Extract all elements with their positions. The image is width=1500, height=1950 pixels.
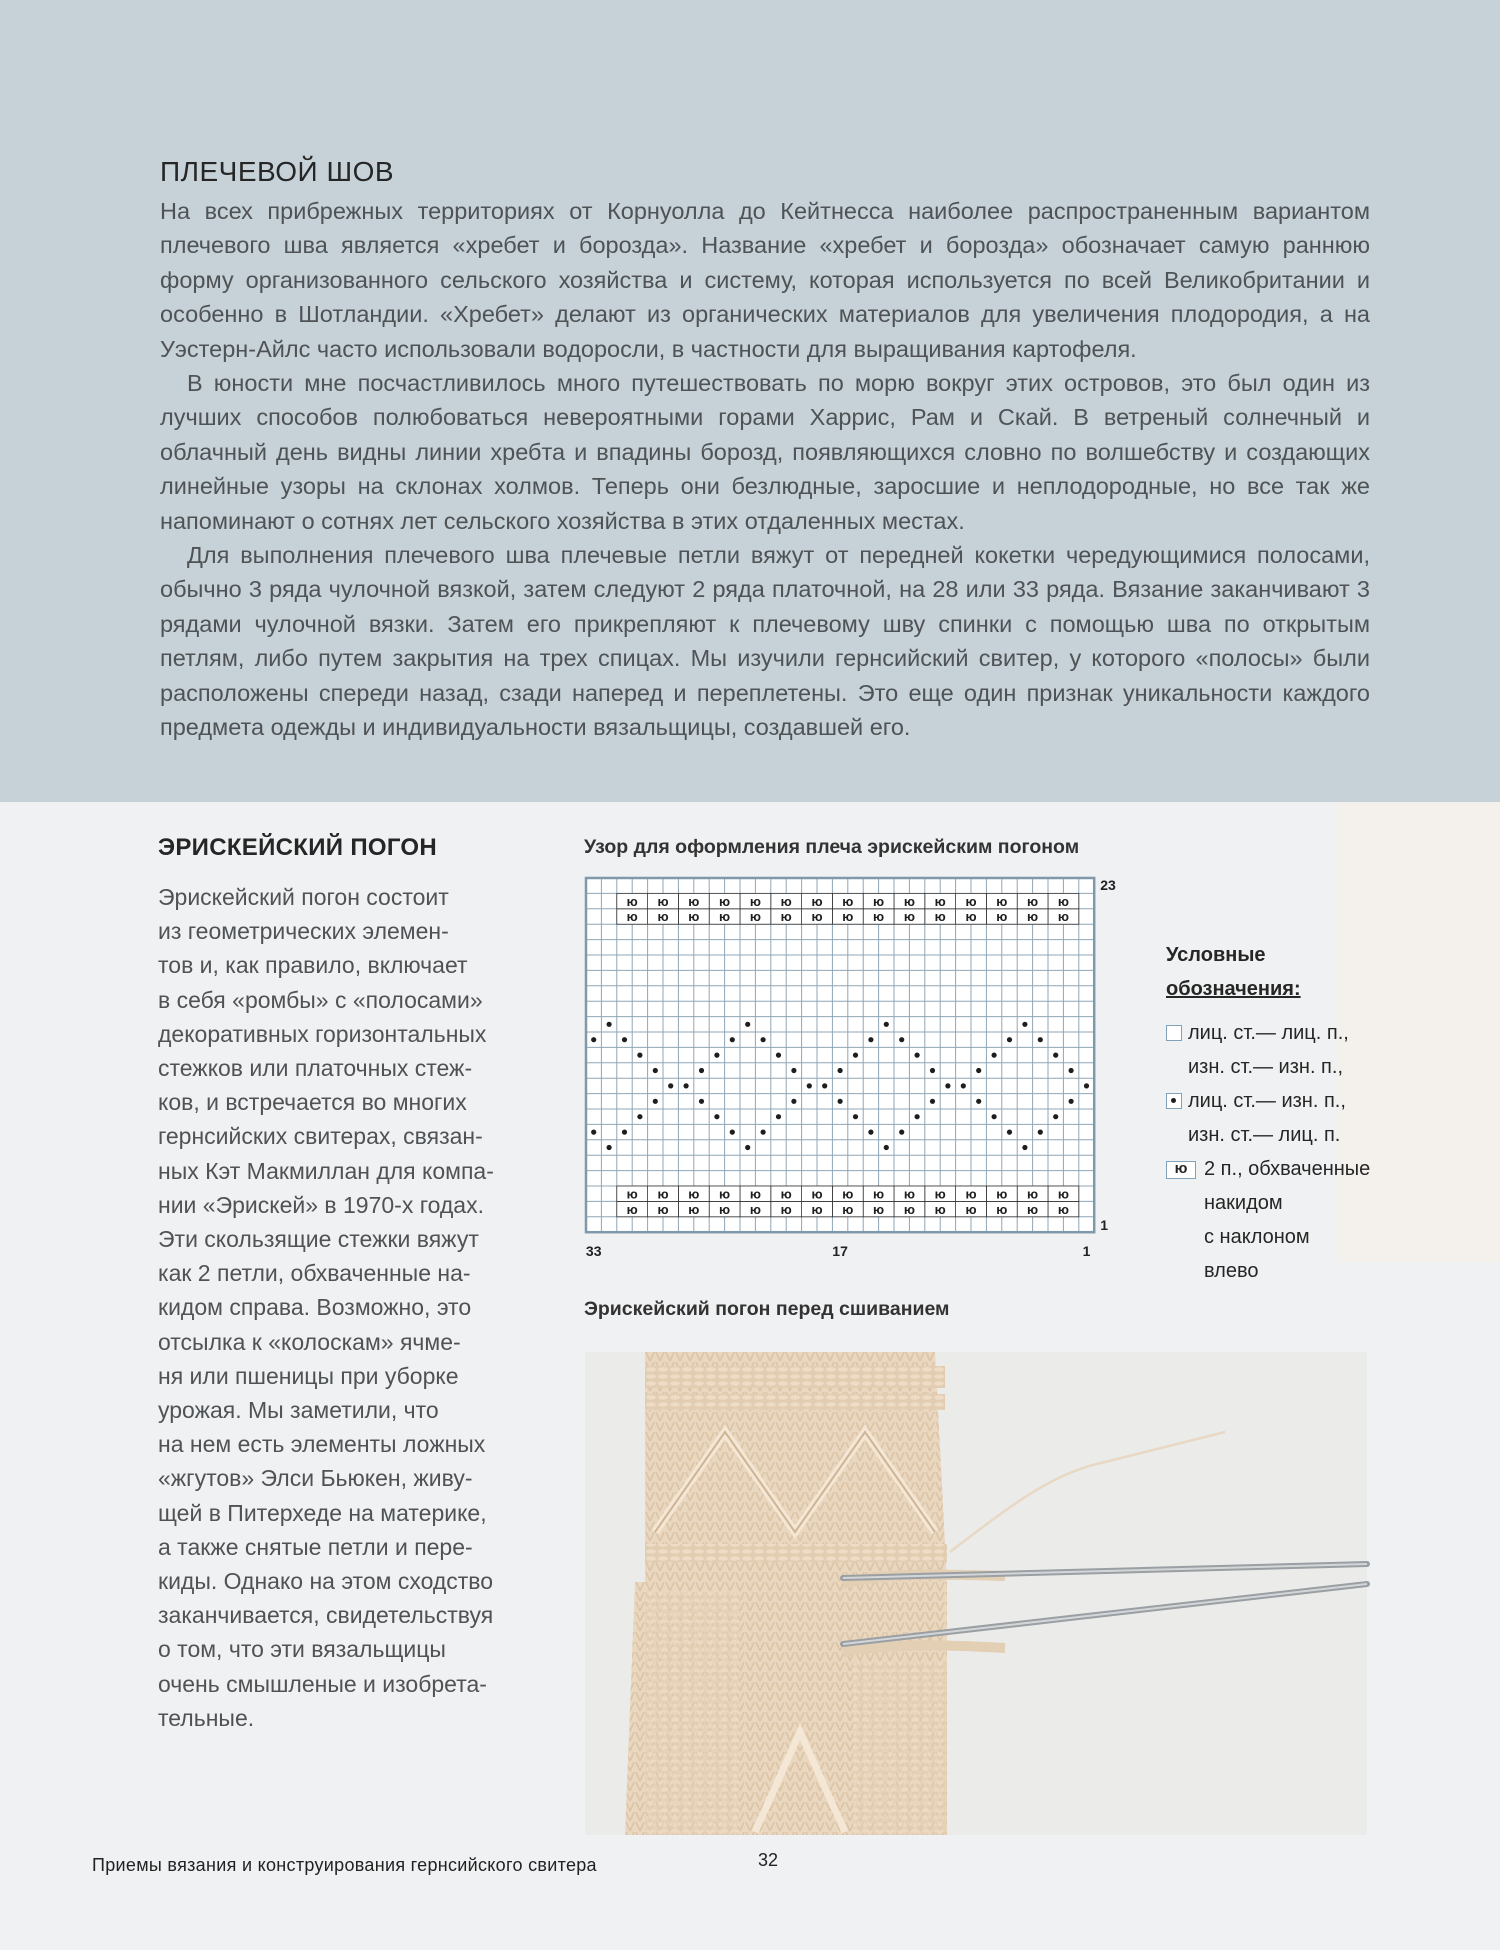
purl-dot [992,1114,997,1119]
row-label-top: 23 [1100,877,1116,893]
purl-dot [976,1068,981,1073]
purl-dot [637,1114,642,1119]
slip-stitch-symbol: ю [719,1186,731,1202]
purl-dot [1069,1068,1074,1073]
purl-dot [791,1068,796,1073]
purl-dot [653,1099,658,1104]
eriskay-strap-text [158,880,533,1735]
slip-stitch-icon: ю [1166,1161,1196,1179]
text-line: урожая. Мы заметили, что [158,1397,439,1424]
purl-dot [1007,1130,1012,1135]
slip-stitch-symbol: ю [1027,1186,1039,1202]
purl-dot [899,1037,904,1042]
purl-dot [1069,1099,1074,1104]
knitting-chart [582,874,1116,1270]
slip-stitch-symbol: ю [1027,1201,1039,1217]
purl-dot [730,1130,735,1135]
paragraph: В юности мне посчастливилось много путешествовать по морю вокруг этих островов, это был один из лучших способов полюбоваться невероятными горами Харрис, Рам и Скай. В ветреный солнечный и облачный день видны линии хребта и впадины борозд, появляющихся словно по волшебству и создающих линейные узоры на склонах холмов. Теперь они безлюдные, заросшие и неплодородные, но все так же напоминают о сотнях лет сельского хозяйства в этих отдаленных местах. [160,370,1370,534]
purl-dot [961,1083,966,1088]
slip-stitch-symbol: ю [688,893,700,909]
slip-stitch-symbol: ю [688,1186,700,1202]
purl-dot [607,1022,612,1027]
purl-dot [1053,1053,1058,1058]
section-title-eriskay-strap: ЭРИСКЕЙСКИЙ ПОГОН [158,834,438,861]
purl-dot [761,1130,766,1135]
text-line: тельные. [158,1704,255,1731]
purl-dot [838,1068,843,1073]
text-line: о том, что эти вязальщицы [158,1636,446,1663]
column-label: 1 [1082,1243,1091,1260]
purl-dot [992,1053,997,1058]
purl-dot [745,1145,750,1150]
purl-dot [1084,1083,1089,1088]
slip-stitch-symbol: ю [688,909,700,925]
purl-dot [868,1130,873,1135]
slip-stitch-symbol: ю [873,1201,885,1217]
text-line: ных Кэт Макмиллан для компа- [158,1157,494,1184]
chart-caption: Узор для оформления плеча эрискейским погоном [584,836,1080,858]
page-number: 32 [758,1850,779,1870]
section-title-shoulder-seam: ПЛЕЧЕВОЙ ШОВ [160,156,395,187]
slip-stitch-symbol: ю [873,909,885,925]
purl-dot [730,1037,735,1042]
text-line: в себя «ромбы» с «полосами» [158,986,483,1013]
purl-dot [668,1083,673,1088]
purl-dot [853,1053,858,1058]
slip-stitch-symbol: ю [780,1201,792,1217]
purl-dot [791,1099,796,1104]
text-line: отсылка к «колоскам» ячме- [158,1328,461,1355]
column-label: 17 [832,1243,848,1260]
slip-stitch-symbol: ю [749,1186,761,1202]
slip-stitch-symbol: ю [780,1186,792,1202]
chart-background [586,878,1094,1232]
purl-dot [1022,1022,1027,1027]
legend-item-plain: лиц. ст.— лиц. п., изн. ст.— изн. п., [1166,1016,1426,1084]
knitted-swatch-photo [585,1352,1367,1835]
slip-stitch-symbol: ю [657,1201,669,1217]
text-line: Эрискейский погон состоит [158,884,449,910]
slip-stitch-symbol: ю [811,1201,823,1217]
slip-stitch-symbol: ю [965,893,977,909]
purl-dot [699,1099,704,1104]
purl-dot [684,1083,689,1088]
purl-dot [899,1130,904,1135]
slip-stitch-symbol: ю [903,909,915,925]
slip-stitch-symbol: ю [626,1201,638,1217]
purl-dot [622,1037,627,1042]
purl-dot [930,1099,935,1104]
slip-stitch-symbol: ю [657,909,669,925]
slip-stitch-symbol: ю [903,1186,915,1202]
slip-stitch-symbol: ю [934,909,946,925]
slip-stitch-symbol: ю [934,893,946,909]
text-line: из геометрических элемен- [158,918,449,945]
purl-dot [776,1053,781,1058]
slip-stitch-symbol: ю [965,909,977,925]
slip-stitch-symbol: ю [934,1201,946,1217]
slip-stitch-symbol: ю [1057,909,1069,925]
paragraph: На всех прибрежных территориях от Корнуолла до Кейтнесса наиболее распространенным вариантом плечевого шва является «хребет и борозда». Название «хребет и борозда» обозначает самую раннюю форму организованного сельского хозяйства и систему, которая используется по всей Великобритании и особенно в Шотландии. «Хребет» делают из органических материалов для увеличения плодородия, а на Уэстерн-Айлс часто использовали водоросли, в частности для выращивания картофеля. [160,198,1370,362]
slip-stitch-symbol: ю [842,1201,854,1217]
slip-stitch-symbol: ю [657,893,669,909]
slip-stitch-symbol: ю [1027,893,1039,909]
text-line: тов и, как правило, включает [158,952,468,979]
slip-stitch-symbol: ю [749,893,761,909]
slip-stitch-symbol: ю [719,893,731,909]
purl-dot [1022,1145,1027,1150]
slip-stitch-symbol: ю [719,909,731,925]
slip-stitch-symbol: ю [996,893,1008,909]
empty-square-icon [1166,1025,1182,1041]
legend-item-dot: лиц. ст.— изн. п., изн. ст.— лиц. п. [1166,1084,1426,1152]
slip-stitch-symbol: ю [1057,1201,1069,1217]
slip-stitch-symbol: ю [842,893,854,909]
legend-title: Условные обозначения: [1166,944,1301,1000]
text-line: декоративных горизонтальных [158,1020,487,1047]
purl-dot [884,1145,889,1150]
slip-stitch-symbol: ю [780,909,792,925]
slip-stitch-symbol: ю [965,1201,977,1217]
paragraph: Для выполнения плечевого шва плечевые петли вяжут от передней кокетки чередующимися полосами, обычно 3 ряда чулочной вязкой, затем следуют 2 ряда платочной, на 28 или 33 ряда. Вязание заканчивают 3 рядами чулочной вязки. Затем его прикрепляют к плечевому шву спинки с помощью шва по открытым петлям, либо путем закрытия на трех спицах. Мы изучили гернсийский свитер, у которого «полосы» были расположены спереди назад, сзади наперед и переплетены. Это еще один признак уникальности каждого предмета одежды и индивидуальности вязальщицы, создавшей его. [160,542,1370,741]
text-line: ков, и встречается во многих [158,1089,467,1116]
slip-stitch-symbol: ю [811,909,823,925]
purl-dot [868,1037,873,1042]
purl-dot [930,1068,935,1073]
slip-stitch-symbol: ю [688,1201,700,1217]
slip-stitch-symbol: ю [626,1186,638,1202]
text-line: на нем есть элементы ложных [158,1431,486,1458]
legend-item-slip: ю 2 п., обхваченные накидом с наклоном влево [1166,1152,1426,1288]
slip-stitch-symbol: ю [626,893,638,909]
slip-stitch-symbol: ю [749,1201,761,1217]
text-line: очень смышленые и изобрета- [158,1670,487,1697]
slip-stitch-symbol: ю [811,1186,823,1202]
purl-dot [976,1099,981,1104]
slip-stitch-symbol: ю [842,1186,854,1202]
purl-dot [714,1114,719,1119]
row-label-bottom: 1 [1100,1217,1108,1234]
slip-stitch-symbol: ю [780,893,792,909]
purl-dot [591,1130,596,1135]
text-line: кидом справа. Возможно, это [158,1294,472,1321]
purl-dot [637,1053,642,1058]
purl-dot [591,1037,596,1042]
purl-dot [714,1053,719,1058]
slip-stitch-symbol: ю [996,909,1008,925]
purl-dot [1053,1114,1058,1119]
purl-dot [761,1037,766,1042]
purl-dot [807,1083,812,1088]
slip-stitch-symbol: ю [873,893,885,909]
slip-stitch-symbol: ю [903,1201,915,1217]
slip-stitch-symbol: ю [719,1201,731,1217]
dot-square-icon [1166,1093,1182,1109]
purl-dot [745,1022,750,1027]
slip-stitch-symbol: ю [657,1186,669,1202]
text-line: киды. Однако на этом сходство [158,1568,494,1595]
text-line: «жгутов» Элси Бьюкен, живу- [158,1465,473,1492]
slip-stitch-symbol: ю [873,1186,885,1202]
text-line: щей в Питерхеде на материке, [158,1499,487,1526]
text-line: нии «Эрискей» в 1970-х годах. [158,1191,484,1218]
slip-stitch-symbol: ю [749,909,761,925]
purl-dot [945,1083,950,1088]
purl-dot [838,1099,843,1104]
photo-caption: Эрискейский погон перед сшиванием [584,1298,950,1320]
slip-stitch-symbol: ю [626,909,638,925]
slip-stitch-symbol: ю [996,1186,1008,1202]
text-line: гернсийских свитерах, связан- [158,1123,483,1150]
slip-stitch-symbol: ю [996,1201,1008,1217]
purl-dot [607,1145,612,1150]
purl-dot [776,1114,781,1119]
text-line: Эти скользящие стежки вяжут [158,1226,479,1253]
slip-stitch-symbol: ю [1057,893,1069,909]
purl-dot [653,1068,658,1073]
purl-dot [699,1068,704,1073]
purl-dot [1007,1037,1012,1042]
purl-dot [915,1114,920,1119]
text-line: как 2 петли, обхваченные на- [158,1260,471,1287]
text-line: а также снятые петли и пере- [158,1533,473,1560]
purl-dot [853,1114,858,1119]
book-title-footer: Приемы вязания и конструирования гернсийского свитера [92,1855,597,1875]
purl-dot [915,1053,920,1058]
purl-dot [1038,1130,1043,1135]
column-label: 33 [585,1243,602,1260]
purl-dot [622,1130,627,1135]
slip-stitch-symbol: ю [934,1186,946,1202]
slip-stitch-symbol: ю [811,893,823,909]
purl-dot [1038,1037,1043,1042]
slip-stitch-symbol: ю [1027,909,1039,925]
text-line: заканчивается, свидетельствуя [158,1602,494,1629]
slip-stitch-symbol: ю [903,893,915,909]
slip-stitch-symbol: ю [842,909,854,925]
purl-dot [822,1083,827,1088]
purl-dot [884,1022,889,1027]
slip-stitch-symbol: ю [1057,1186,1069,1202]
text-line: ня или пшеницы при уборке [158,1362,459,1389]
shoulder-seam-text [160,194,1370,745]
slip-stitch-symbol: ю [965,1186,977,1202]
text-line: стежков или платочных стеж- [158,1055,473,1082]
